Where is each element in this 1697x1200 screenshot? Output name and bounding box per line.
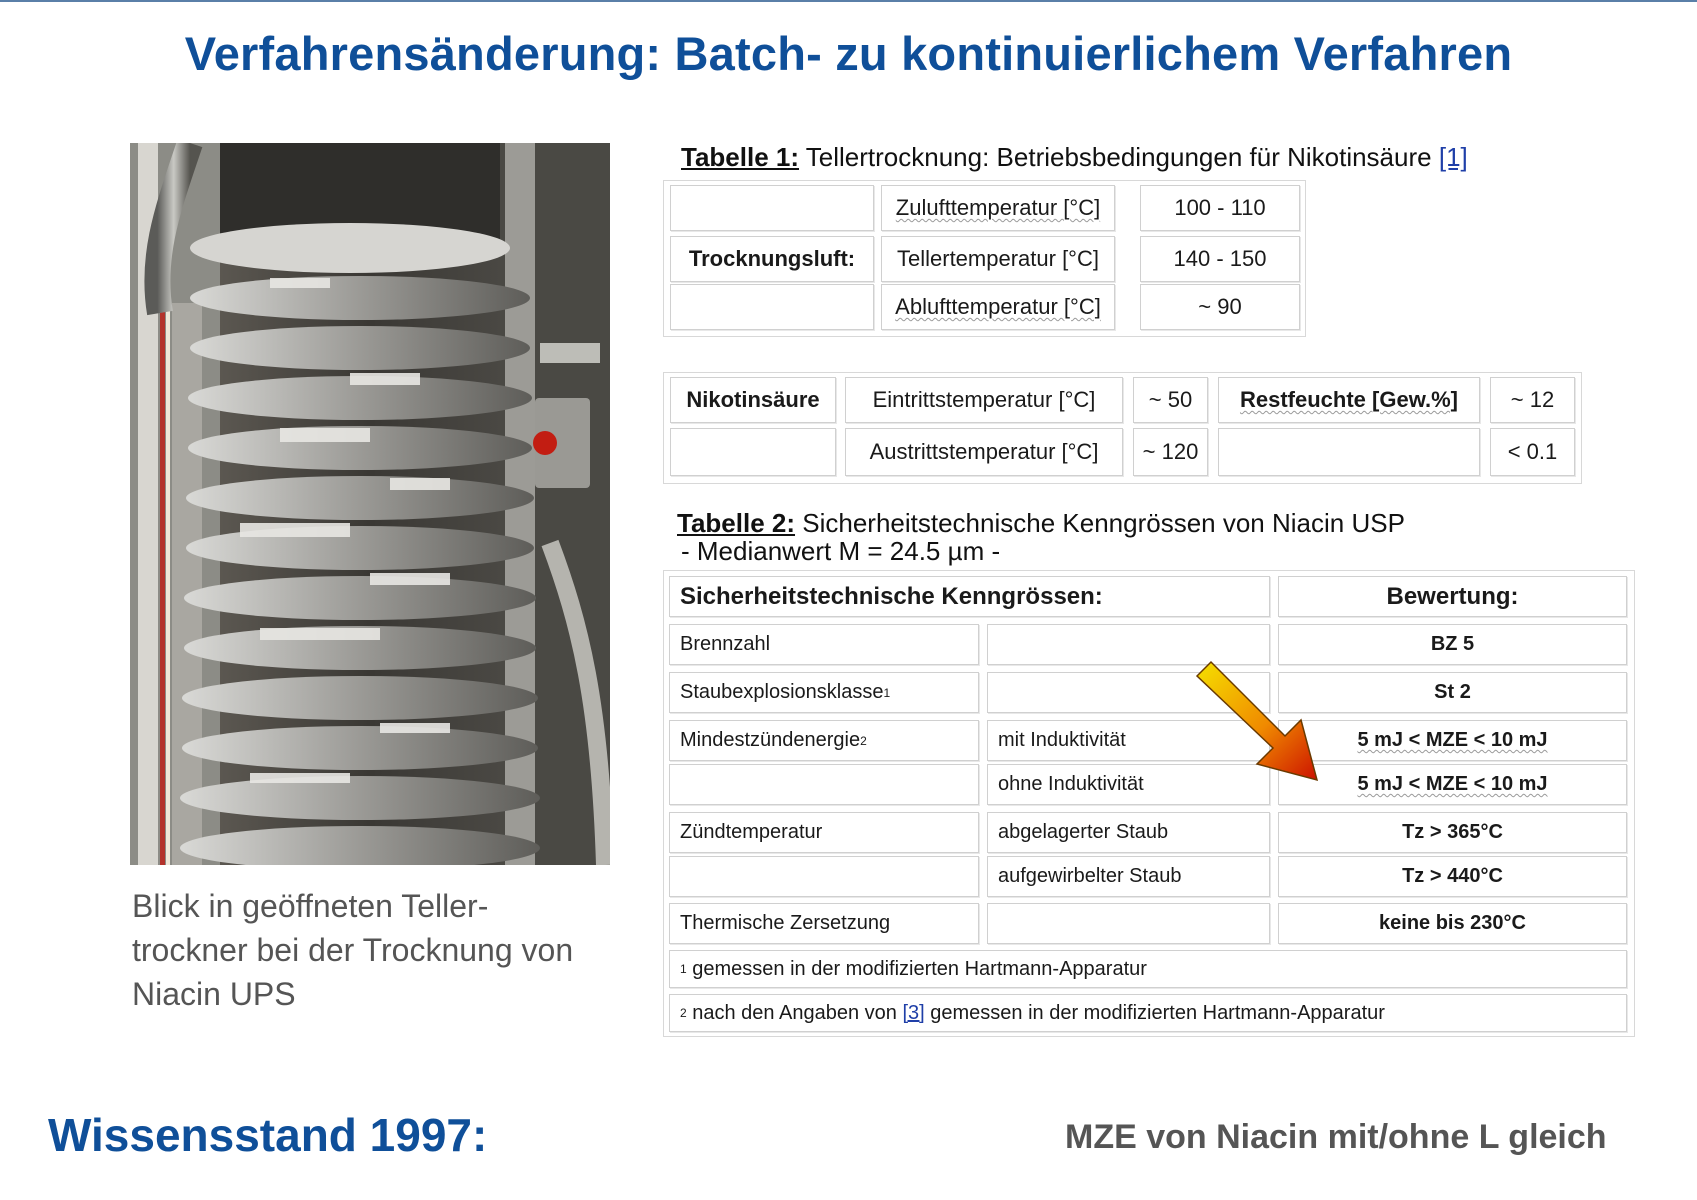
table2-row-param [669, 672, 979, 713]
product-name-cell: Nikotinsäure [670, 377, 836, 423]
table2-row-value: Tz > 365°C [1278, 812, 1627, 853]
moisture-label-cell [1218, 377, 1480, 423]
table1-empty-cell [670, 185, 874, 231]
product-empty-cell [670, 428, 836, 476]
footnote-marker: 2 [860, 733, 867, 748]
inlet-label-cell: Eintrittstemperatur [°C] [845, 377, 1123, 423]
footnote-2-reference-link[interactable]: [3] [902, 1001, 925, 1024]
table2-subtitle: - Medianwert M = 24.5 µm - [681, 536, 1001, 566]
table2-row-param [669, 764, 979, 805]
knowledge-status-heading: Wissensstand 1997: [48, 1109, 488, 1161]
table2-row-cond: mit Induktivität [987, 720, 1270, 761]
footnote-number: 1 [680, 962, 687, 976]
table2-row-value: BZ 5 [1278, 624, 1627, 665]
table1-caption [681, 142, 1468, 173]
footnote-2-pre: nach den Angaben von [692, 1001, 897, 1024]
table1-label: Tabelle 1: [681, 142, 800, 172]
table2-row-cond [987, 903, 1270, 944]
table2-row-param: Zündtemperatur [669, 812, 979, 853]
table2-row-param [669, 720, 979, 761]
photo-caption: Blick in geöffneten Teller-trockner bei der Trocknung von Niacin UPS [132, 888, 574, 1012]
table2-row-param: Thermische Zersetzung [669, 903, 979, 944]
footnote-1-text: gemessen in der modifizierten Hartmann-Apparatur [692, 957, 1147, 980]
footnote-marker: 1 [883, 685, 891, 700]
table2-row-cond: ohne Induktivität [987, 764, 1270, 805]
mze-label: Mindestzündenergie [680, 729, 861, 751]
top-divider-line [0, 0, 1697, 2]
table2-row-cond: abgelagerter Staub [987, 812, 1270, 853]
table2-caption [677, 508, 1405, 539]
table1-param-cell [881, 185, 1115, 231]
table1-value-cell: ~ 90 [1140, 284, 1300, 330]
table1-value-cell: 100 - 110 [1140, 185, 1300, 231]
conclusion-text: MZE von Niacin mit/ohne L gleich [1065, 1118, 1607, 1156]
table1-value-cell: 140 - 150 [1140, 236, 1300, 282]
table2-row-value: St 2 [1278, 672, 1627, 713]
outlet-label-cell: Austrittstemperatur [°C] [845, 428, 1123, 476]
table1-title: Tellertrocknung: Betriebsbedingungen für Nikotinsäure [805, 142, 1432, 172]
footnote-number: 2 [680, 1006, 687, 1020]
slide-title: Verfahrensänderung: Batch- zu kontinuierlichem Verfahren [184, 27, 1513, 80]
table1-empty-cell [670, 284, 874, 330]
table2-footnote-2 [669, 994, 1627, 1032]
table2-header-value: Bewertung: [1278, 576, 1627, 617]
outlet-value-cell: ~ 120 [1133, 428, 1208, 476]
table1-param-cell [881, 236, 1115, 282]
abluft-label: Ablufttemperatur [°C] [895, 294, 1101, 319]
table2-label: Tabelle 2: [677, 508, 796, 538]
table2-row-value: Tz > 440°C [1278, 856, 1627, 897]
moisture-label: Restfeuchte [Gew.%] [1239, 387, 1458, 412]
table2-row-cond: aufgewirbelter Staub [987, 856, 1270, 897]
moisture-outlet-cell: < 0.1 [1490, 428, 1575, 476]
teller-label: Tellertemperatur [°C] [897, 246, 1099, 271]
plate-dryer-illustration [130, 143, 610, 865]
table2-row-param: Brennzahl [669, 624, 979, 665]
table2-row-value: keine bis 230°C [1278, 903, 1627, 944]
zuluft-label: Zulufttemperatur [°C] [895, 195, 1101, 220]
staubexplosion-label: Staubexplosionsklasse [680, 681, 884, 703]
moisture-empty-cell [1218, 428, 1480, 476]
table2-footnote-1 [669, 950, 1627, 988]
highlight-arrow-icon [1185, 650, 1335, 800]
table2-title: Sicherheitstechnische Kenngrössen von Niacin USP [802, 508, 1405, 538]
dryer-photo [130, 143, 610, 865]
table1-reference-link[interactable]: [1] [1438, 142, 1468, 172]
table1-param-cell [881, 284, 1115, 330]
moisture-inlet-cell: ~ 12 [1490, 377, 1575, 423]
table2-header-param: Sicherheitstechnische Kenngrössen: [669, 576, 1270, 617]
table2-row-param [669, 856, 979, 897]
mze-with-inductance-value: 5 mJ < MZE < 10 mJ [1357, 729, 1548, 751]
mze-without-inductance-value: 5 mJ < MZE < 10 mJ [1357, 773, 1548, 795]
inlet-value-cell: ~ 50 [1133, 377, 1208, 423]
table1-group-label: Trocknungsluft: [670, 236, 874, 282]
footnote-2-post: gemessen in der modifizierten Hartmann-Apparatur [930, 1001, 1385, 1024]
